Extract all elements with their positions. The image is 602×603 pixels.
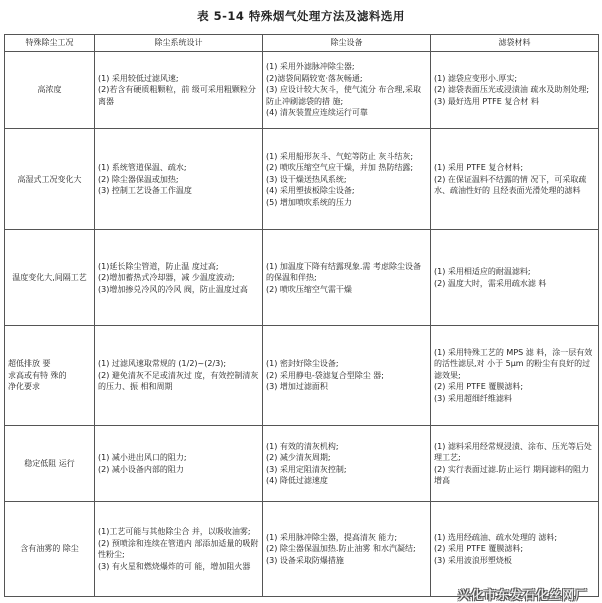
cell-line: (3) 增加过滤面积 [266,382,328,392]
cell-line: 稳定低阻 运 [24,459,67,468]
cell-line: (1) 采用脉冲除尘器，提高清灰 能力; [266,532,398,542]
cell-line: (2)若含有硬质粗颗粒，前 级可采用粗颗粒分离器 [98,85,256,106]
cell-line: (4) 清灰装置应连续运行可靠 [266,108,368,118]
condition-cell [5,230,95,326]
cell-line: 况变化大 [49,174,82,184]
cell-line: (2) 预喷涂和连续在管道内 部添加适量的吸附性粉尘; [98,538,259,560]
condition-cell [5,52,95,129]
header-row [5,35,599,52]
condition-cell [5,502,95,597]
equipment-cell [263,129,431,230]
equipment-cell [263,426,431,502]
cell-line: (1) 采用 PTFE 复合材料; [434,163,524,173]
condition-cell [5,426,95,502]
cell-line: (2) 减少清灰周期; [266,453,331,463]
equipment-cell [263,326,431,426]
cell-line: (2) 滤袋表面压光或浸渍油 疏水及助剂处理; [434,85,590,95]
cell-line: (2)增加蓄热式冷却器，减 少温度波动; [98,273,235,282]
cell-line: (1) 采用特殊工艺的 MPS 滤 料，涂一层有效的活性滤层,对 小于 5μm 的粉尘有良好的过 滤效果; [434,347,593,380]
cell-line: (2) 实行表面过滤.防止运行 期间滤料的阻力增高 [434,464,589,486]
cell-line: (3) 应设计较大灰斗，使气流分 布合理,采取防止冲刷滤袋的措 施; [266,85,421,106]
cell-line: (2) 温度大时，需采用疏水滤 料 [434,278,547,288]
cell-line: (1) 加温度下降有结露现象.需 考虑除尘设备的保温和伴热; [266,261,421,282]
cell-line: (3) 采用波浪形塑烧板 [434,555,512,565]
cell-line: (1) 系统管道保温、疏水; [98,163,187,173]
filter-selection-table [4,34,599,597]
cell-line: (2) 除尘器保温或加热; [98,174,179,184]
cell-line: (1) 采用较低过滤风速; [98,73,179,83]
equipment-cell [263,52,431,129]
cell-line: (2) 减小设备内部的阻力 [98,464,184,474]
design-cell [95,502,263,597]
cell-line: 大,间隔工艺 [44,273,87,282]
design-cell [95,326,263,426]
material-cell [431,502,599,597]
table-row [5,502,599,597]
cell-line: (1)延长除尘管道，防止温 度过高; [98,261,219,271]
cell-line: (1)工艺可能与其他除尘合 并，以吸收油雾; [98,527,251,537]
cell-line: (3) 设备采取防爆措施 [266,555,344,565]
cell-line: 温度变化 [12,273,45,282]
cell-line: (2) 采用 PTFE 覆膜滤料; [434,544,524,554]
cell-line: (3)增加掺兑冷风的冷风 阀，防止温度过高 [98,284,248,294]
cell-line: (1) 过滤风速取常规的 (1/2)~(2/3); [98,359,227,369]
cell-line: 求高或有特 殊的 [8,370,67,380]
cell-line: (1) 减小进出风口的阻力; [98,453,187,463]
table-row [5,129,599,230]
cell-line: (3) 采用超细纤维滤料 [434,393,512,403]
table-row [5,52,599,129]
material-cell [431,326,599,426]
cell-line: (1) 采用船形灰斗、气蛇等防止 灰斗结灰; [266,151,414,161]
material-cell [431,129,599,230]
cell-line: (1) 选用经疏油、疏水处理的 滤料; [434,532,558,542]
design-cell [95,52,263,129]
design-cell [95,426,263,502]
condition-cell [5,326,95,426]
cell-line: 高浓度 [37,85,62,95]
cell-line: (4) 采用塑拔板除尘设备; [266,186,355,196]
cell-line: (5) 增加喷吹系统的压力 [266,197,352,207]
cell-line: (2) 避免清灰不足或清灰过 度，有效控制清灰的压力、振 相和周期 [98,370,259,392]
cell-line: (1) 密封好除尘设备; [266,359,339,369]
cell-line: (1) 采用外滤脉冲除尘器; [266,62,355,72]
cell-line: 行 [66,459,75,468]
cell-line: (2) 采用 PTFE 覆膜滤料; [434,382,524,392]
cell-line: (1) 有效的清灰机构; [266,441,339,451]
cell-line: (2) 除尘器保温加热.防止油雾 和水汽凝结; [266,544,416,554]
header-condition: 特殊除尘工况 [5,35,95,52]
cell-line: 超低排放 要 [8,359,51,369]
cell-line: (3) 控制工艺设备工作温度 [98,186,192,196]
table-row [5,426,599,502]
cell-line: 含有油雾的 除 [20,544,71,554]
cell-line: (3) 设干燥送热风系统; [266,174,347,184]
material-cell [431,230,599,326]
cell-line: 高湿式工 [17,174,50,184]
header-filter-material: 滤袋材料 [431,35,599,52]
cell-line: (2)滤袋间隔较宽·落灰畅通; [266,73,363,83]
cell-line: (2) 喷吹压缩空气应干燥，并加 热防结露; [266,163,414,173]
design-cell [95,230,263,326]
cell-line: (2) 喷吹压缩空气需干燥 [266,284,352,294]
design-cell [95,129,263,230]
cell-line: 净化要求 [8,382,40,392]
header-equipment: 除尘设备 [263,35,431,52]
table-title: 表 5-14 特殊烟气处理方法及滤料选用 [197,9,405,23]
cell-line: (1) 滤料采用经常规浸渍、涂布、压光等后处理工艺; [434,441,592,463]
equipment-cell [263,502,431,597]
header-system-design: 除尘系统设计 [95,35,263,52]
table-row [5,230,599,326]
cell-line: (2) 在保证温料不结露的情 况下，可采取疏水、疏油性好的 且经表面光滑处理的滤料 [434,174,587,196]
cell-line: (1) 滤袋应变形小.厚实; [434,73,518,83]
condition-cell [5,129,95,230]
watermark: 兴化市东发石化丝网厂 [457,588,588,602]
cell-line: (2) 采用静电-袋滤复合型除尘 器; [266,370,384,380]
material-cell [431,426,599,502]
table-row [5,326,599,426]
cell-line: (1) 采用相适应的耐温滤料; [434,267,531,277]
equipment-cell [263,230,431,326]
cell-line: 尘 [70,544,79,554]
material-cell [431,52,599,129]
cell-line: (3) 最好选用 PTFE 复合材 料 [434,96,539,106]
cell-line: (4) 降低过滤速度 [266,476,328,486]
cell-line: (3) 有火星和燃烧爆炸的可 能，增加阻火器 [98,561,251,571]
cell-line: (3) 采用定阻清灰控制; [266,464,347,474]
